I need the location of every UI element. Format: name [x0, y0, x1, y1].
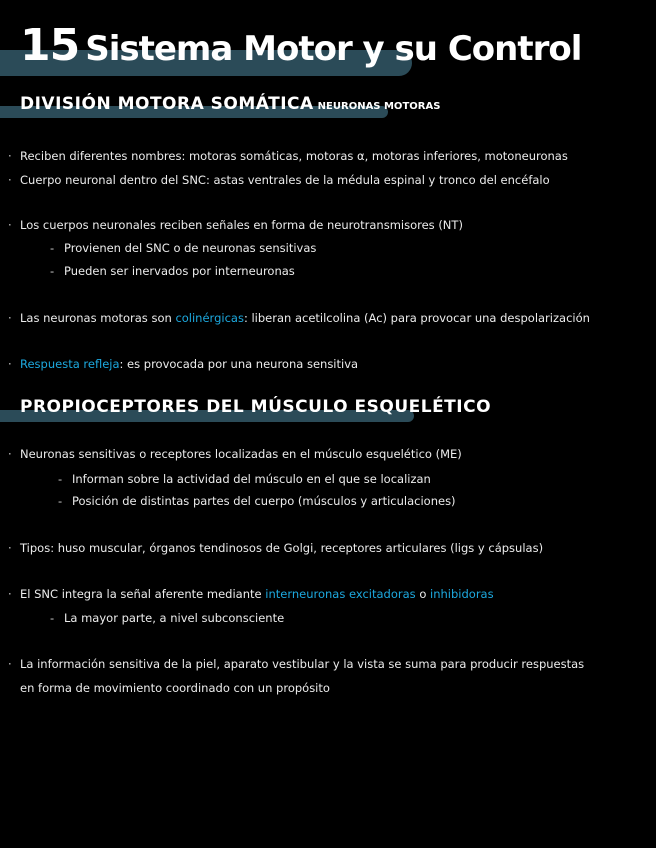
dash-mark: -: [50, 611, 55, 625]
page-title: [20, 20, 581, 71]
bullet-dot: ·: [8, 149, 12, 163]
s2-integration-highlight-inhibitory: inhibidoras: [430, 587, 494, 601]
s1-sub-interneurons-text: Pueden ser inervados por interneuronas: [64, 264, 295, 278]
s1-reflex-highlight: Respuesta refleja: [20, 357, 120, 371]
s2-sub-position-text: Posición de distintas partes del cuerpo (músculos y articulaciones): [72, 494, 456, 508]
s2-sub-inform-text: Informan sobre la actividad del músculo en el que se localizan: [72, 472, 431, 486]
s2-sub-position: [58, 494, 456, 508]
s2-bullet-sum: [8, 657, 584, 671]
s1-bullet-names-text: Reciben diferentes nombres: motoras somáticas, motoras α, motoras inferiores, motoneuronas: [20, 149, 568, 163]
dash-mark: -: [50, 264, 55, 278]
chapter-title: Sistema Motor y su Control: [85, 29, 582, 69]
section1-heading-text: DIVISIÓN MOTORA SOMÁTICA: [20, 94, 314, 114]
section1-subheading: NEURONAS MOTORAS: [317, 101, 441, 112]
s1-cholinergic-post: : liberan acetilcolina (Ac) para provocar una despolarización: [243, 311, 590, 325]
bullet-dot: ·: [8, 541, 12, 555]
s1-sub-interneurons: [50, 264, 295, 278]
s2-bullet-sensory-text: Neuronas sensitivas o receptores localizadas en el músculo esquelético (ME): [20, 447, 462, 461]
dash-mark: -: [58, 494, 63, 508]
s2-integration-pre: El SNC integra la señal aferente mediante: [20, 587, 266, 601]
s1-bullet-nt: [8, 218, 463, 232]
bullet-dot: ·: [8, 657, 12, 671]
s1-sub-origin-text: Provienen del SNC o de neuronas sensitivas: [64, 241, 317, 255]
s2-bullet-sum-line1: La información sensitiva de la piel, aparato vestibular y la vista se suma para producir respuestas: [20, 657, 585, 671]
bullet-dot: ·: [8, 447, 12, 461]
s1-bullet-reflex: [8, 357, 358, 371]
dash-mark: -: [50, 241, 55, 255]
s2-bullet-integration: [8, 587, 494, 601]
section2-heading: [20, 397, 491, 417]
bullet-dot: ·: [8, 218, 12, 232]
s1-sub-origin: [50, 241, 316, 255]
section1-heading: [20, 94, 440, 114]
section2-heading-text: PROPIOCEPTORES DEL MÚSCULO ESQUELÉTICO: [20, 397, 492, 417]
dash-mark: -: [58, 472, 63, 486]
bullet-dot: ·: [8, 357, 12, 371]
s2-bullet-sum-line2: en forma de movimiento coordinado con un propósito: [20, 681, 330, 695]
bullet-dot: ·: [8, 173, 12, 187]
s2-integration-mid: o: [415, 587, 431, 601]
s2-bullet-sum-cont: [20, 681, 330, 695]
s1-cholinergic-highlight: colinérgicas: [175, 311, 244, 325]
s1-bullet-nt-text: Los cuerpos neuronales reciben señales en forma de neurotransmisores (NT): [20, 218, 463, 232]
s1-bullet-names: [8, 149, 568, 163]
s1-bullet-body: [8, 173, 550, 187]
s2-sub-subconscious-text: La mayor parte, a nivel subconsciente: [64, 611, 285, 625]
bullet-dot: ·: [8, 587, 12, 601]
s2-sub-subconscious: [50, 611, 284, 625]
s2-bullet-sensory: [8, 447, 462, 461]
bullet-dot: ·: [8, 311, 12, 325]
s2-integration-highlight-excitatory: interneuronas excitadoras: [265, 587, 416, 601]
s1-bullet-cholinergic: [8, 311, 590, 325]
s1-reflex-post: : es provocada por una neurona sensitiva: [119, 357, 359, 371]
s2-bullet-types-text: Tipos: huso muscular, órganos tendinosos de Golgi, receptores articulares (ligs y cápsulas): [20, 541, 544, 555]
s1-bullet-body-text: Cuerpo neuronal dentro del SNC: astas ventrales de la médula espinal y tronco del encéfalo: [20, 173, 550, 187]
s2-sub-inform: [58, 472, 431, 486]
s1-cholinergic-pre: Las neuronas motoras son: [20, 311, 176, 325]
s2-bullet-types: [8, 541, 543, 555]
chapter-number: 15: [20, 20, 80, 71]
